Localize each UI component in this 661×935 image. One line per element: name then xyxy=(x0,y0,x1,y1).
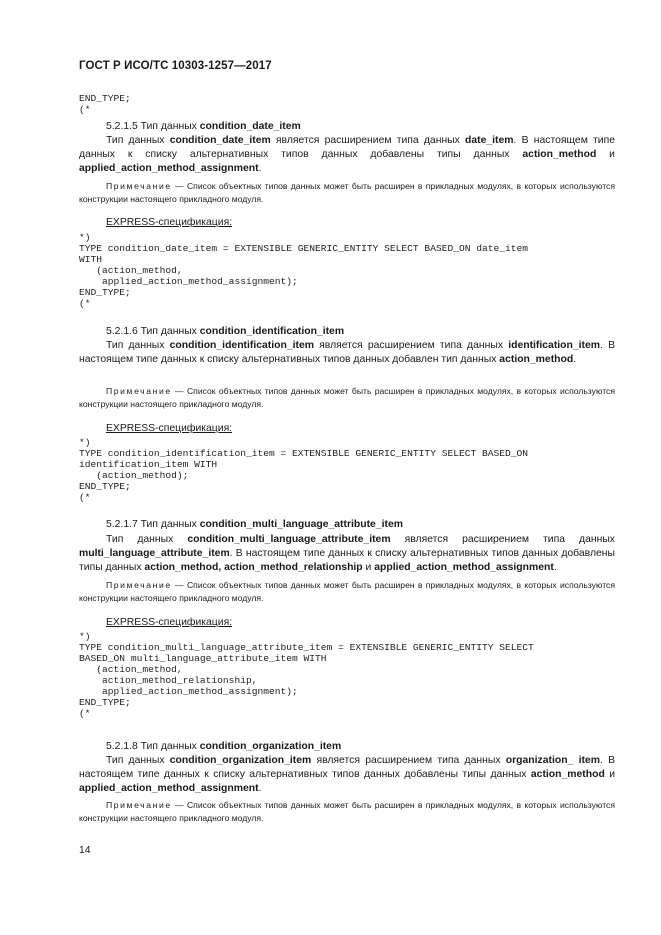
section-type-name: condition_multi_language_attribute_item xyxy=(199,519,403,530)
text: является расширением типа данных xyxy=(390,534,615,545)
section-number: 5.2.1.7 Тип данных xyxy=(106,519,200,530)
text: Тип данных xyxy=(106,135,170,146)
term: organization_ item xyxy=(505,755,600,766)
note-text: — Список объектных типов данных может быть расширен в прикладных модулях, в которых используются конструкции настоящего прикладного модуля. xyxy=(79,386,615,409)
page-number: 14 xyxy=(79,845,91,856)
text: Тип данных xyxy=(106,755,170,766)
section-number: 5.2.1.8 Тип данных xyxy=(106,741,200,752)
note-3 xyxy=(79,579,615,605)
term: action_method xyxy=(530,769,605,780)
term: applied_action_method_assignment xyxy=(79,783,259,794)
section-number: 5.2.1.6 Тип данных xyxy=(106,326,200,337)
term: condition_date_item xyxy=(169,135,271,146)
text: . В настоящем типе данных к списку альтернативных типов данных добавлены типы данных xyxy=(79,755,615,780)
term: date_item xyxy=(465,135,514,146)
note-label: Примечание xyxy=(106,386,172,396)
express-label-3: EXPRESS-спецификация: xyxy=(106,617,233,628)
note-1 xyxy=(79,180,615,206)
section-heading-5-2-1-7 xyxy=(106,519,403,530)
section-heading-5-2-1-5 xyxy=(106,121,301,132)
text: и xyxy=(596,149,615,160)
text: является расширением типа данных xyxy=(313,340,509,351)
note-text: — Список объектных типов данных может быть расширен в прикладных модулях, в которых используются конструкции настоящего прикладного модуля. xyxy=(79,800,615,823)
term: condition_multi_language_attribute_item xyxy=(187,534,391,545)
text: Тип данных xyxy=(106,340,170,351)
text: . В настоящем типе данных к списку альтернативных типов данных добавлены типы данных xyxy=(79,548,615,573)
term: multi_language_attribute_item xyxy=(79,548,230,559)
term: action_method xyxy=(499,354,574,365)
section-number: 5.2.1.5 Тип данных xyxy=(106,121,200,132)
text: . xyxy=(258,783,262,794)
text: . xyxy=(573,354,577,365)
text: . xyxy=(553,562,557,573)
note-text: — Список объектных типов данных может быть расширен в прикладных модулях, в которых используются конструкции настоящего прикладного модуля. xyxy=(79,181,615,204)
note-label: Примечание xyxy=(106,800,172,810)
note-text: — Список объектных типов данных может быть расширен в прикладных модулях, в которых используются конструкции настоящего прикладного модуля. xyxy=(79,580,615,603)
text: . xyxy=(258,163,262,174)
section-paragraph-5-2-1-8 xyxy=(79,754,615,796)
term: condition_organization_item xyxy=(169,755,312,766)
term: action_method, action_method_relationship xyxy=(144,562,363,573)
note-label: Примечание xyxy=(106,580,172,590)
section-heading-5-2-1-8 xyxy=(106,741,341,752)
text: . В настоящем типе данных к списку альтернативных типов данных добавлены типы данных xyxy=(79,135,616,160)
term: applied_action_method_assignment xyxy=(374,562,554,573)
term: identification_item xyxy=(508,340,601,351)
section-type-name: condition_organization_item xyxy=(199,741,342,752)
section-paragraph-5-2-1-6 xyxy=(79,339,615,367)
text: Тип данных xyxy=(106,534,188,545)
text: . В настоящем типе данных к списку альтернативных типов данных добавлен тип данных xyxy=(79,340,616,365)
code-block-condition-date-item: *) TYPE condition_date_item = EXTENSIBLE GENERIC_ENTITY SELECT BASED_ON date_item WITH (action_method, applied_action_method_assignment); END_TYPE; (* xyxy=(79,232,529,309)
text: и xyxy=(604,769,616,780)
text: является расширением типа данных xyxy=(270,135,466,146)
document-header: ГОСТ Р ИСО/ТС 10303-1257—2017 xyxy=(79,60,272,72)
note-4 xyxy=(79,799,615,825)
term: action_method xyxy=(522,149,597,160)
section-heading-5-2-1-6 xyxy=(106,326,344,337)
section-type-name: condition_date_item xyxy=(199,121,301,132)
note-label: Примечание xyxy=(106,181,172,191)
term: condition_identification_item xyxy=(169,340,314,351)
code-block-condition-identification-item: *) TYPE condition_identification_item = EXTENSIBLE GENERIC_ENTITY SELECT BASED_ON identification_item WITH (action_method); END_TYPE; (* xyxy=(79,437,529,503)
text: является расширением типа данных xyxy=(311,755,506,766)
express-label-1: EXPRESS-спецификация: xyxy=(106,217,233,228)
term: applied_action_method_assignment xyxy=(79,163,259,174)
text: и xyxy=(362,562,375,573)
section-paragraph-5-2-1-7 xyxy=(79,533,615,575)
section-type-name: condition_identification_item xyxy=(199,326,345,337)
section-paragraph-5-2-1-5 xyxy=(79,134,615,176)
express-label-2: EXPRESS-спецификация: xyxy=(106,423,233,434)
note-2 xyxy=(79,385,615,411)
code-block-condition-multi-language: *) TYPE condition_multi_language_attribute_item = EXTENSIBLE GENERIC_ENTITY SELECT BASED_ON multi_language_attribute_item WITH (action_method, action_method_relationship, applied_action_method_assignment); END_TYPE; (* xyxy=(79,631,534,719)
code-block-end-type: END_TYPE; (* xyxy=(79,93,131,115)
